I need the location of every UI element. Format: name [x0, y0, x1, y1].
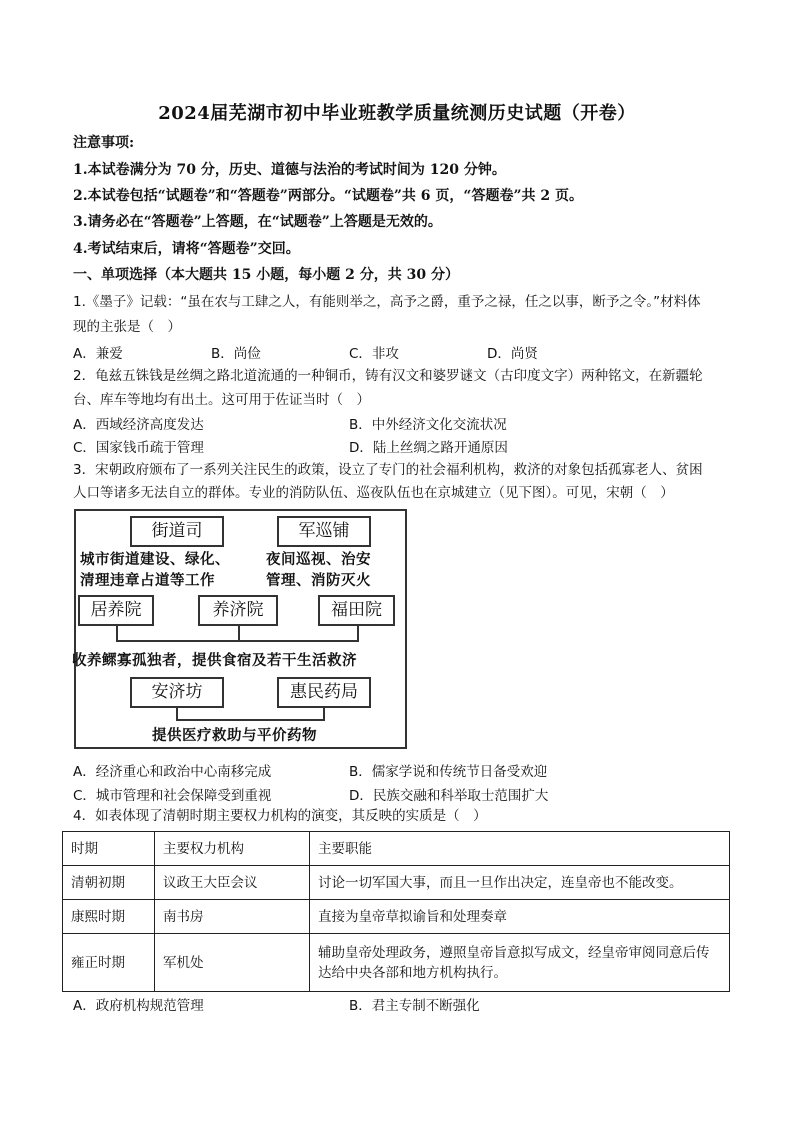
box-anjifang: 安济坊 — [130, 677, 224, 708]
table-header: 主要职能 — [310, 832, 730, 866]
connector-line — [357, 626, 359, 641]
q2-option-d: D．陆上丝绸之路开通原因 — [349, 440, 508, 456]
box-yangjiyuan: 养济院 — [198, 595, 278, 626]
table-header-row — [63, 832, 730, 866]
table-row — [63, 900, 730, 934]
q1-option-a: A．兼爱 — [73, 346, 123, 362]
box-huiminyaoju: 惠民药局 — [277, 677, 371, 708]
notice-item: 1.本试卷满分为 70 分，历史、道德与法治的考试时间为 120 分钟。 — [73, 162, 506, 178]
table-cell: 议政王大臣会议 — [155, 866, 310, 900]
connector-line — [238, 626, 240, 641]
figure-text: 收养鳏寡孤独者，提供食宿及若干生活救济 — [72, 652, 357, 669]
table-cell: 军机处 — [155, 934, 310, 992]
table-cell: 南书房 — [155, 900, 310, 934]
q3-option-d: D．民族交融和科举取士范围扩大 — [349, 788, 549, 804]
section-heading: 一、单项选择（本大题共 15 小题，每小题 2 分，共 30 分） — [73, 267, 459, 283]
table-header: 时期 — [63, 832, 155, 866]
q3-option-a: A．经济重心和政治中心南移完成 — [73, 764, 272, 780]
q1-option-b: B．尚俭 — [211, 346, 261, 362]
table-cell: 清朝初期 — [63, 866, 155, 900]
table-cell: 直接为皇帝草拟谕旨和处理奏章 — [310, 900, 730, 934]
table-header: 主要权力机构 — [155, 832, 310, 866]
notice-item: 4.考试结束后，请将“答题卷”交回。 — [73, 241, 300, 257]
notice-heading: 注意事项: — [73, 135, 135, 151]
song-welfare-figure — [74, 509, 407, 749]
question-1-text: 1.《墨子》记载：“虽在农与工肆之人，有能则举之，高予之爵，重予之禄，任之以事，断予之令。”材料体 — [73, 294, 701, 310]
page-title: 2024届芜湖市初中毕业班教学质量统测历史试题（开卷） — [158, 103, 636, 124]
figure-text: 清理违章占道等工作 — [80, 572, 215, 589]
q3-option-b: B．儒家学说和传统节日备受欢迎 — [349, 764, 548, 780]
question-4-text: 4．如表体现了清朝时期主要权力机构的演变，其反映的实质是（ ） — [73, 808, 487, 824]
box-jiedaosi: 街道司 — [130, 516, 224, 547]
box-juyangyuan: 居养院 — [78, 595, 154, 626]
q1-option-c: C．非攻 — [349, 346, 399, 362]
connector-line — [116, 626, 118, 641]
q4-option-b: B．君主专制不断强化 — [349, 998, 480, 1014]
figure-text: 城市街道建设、绿化、 — [80, 551, 230, 568]
table-row — [63, 866, 730, 900]
table-cell: 讨论一切军国大事，而且一旦作出决定，连皇帝也不能改变。 — [310, 866, 730, 900]
question-2-text: 2．龟兹五铢钱是丝绸之路北道流通的一种铜币，铸有汉文和婆罗谜文（古印度文字）两种铭文，在新疆轮 — [73, 368, 703, 384]
qing-power-table — [62, 831, 730, 992]
connector-line — [176, 719, 325, 721]
q2-option-c: C．国家钱币疏于管理 — [73, 440, 204, 456]
q1-option-d: D．尚贤 — [487, 346, 538, 362]
table-cell: 康熙时期 — [63, 900, 155, 934]
box-futianyuan: 福田院 — [318, 595, 395, 626]
question-1-text: 现的主张是（ ） — [73, 319, 181, 335]
table-cell: 辅助皇帝处理政务，遵照皇帝旨意拟写成文，经皇帝审阅同意后传达给中央各部和地方机构执行。 — [310, 934, 730, 992]
notice-item: 2.本试卷包括“试题卷”和“答题卷”两部分。“试题卷”共 6 页，“答题卷”共 2 页。 — [73, 188, 584, 204]
figure-text: 提供医疗救助与平价药物 — [152, 727, 317, 744]
q2-option-a: A．西域经济高度发达 — [73, 417, 204, 433]
q2-option-b: B．中外经济文化交流状况 — [349, 417, 507, 433]
figure-text: 夜间巡视、治安 — [266, 551, 371, 568]
question-3-text: 3．宋朝政府颁布了一系列关注民生的政策，设立了专门的社会福利机构，救济的对象包括孤寡老人、贫困 — [73, 462, 703, 478]
table-row — [63, 934, 730, 992]
q3-option-c: C．城市管理和社会保障受到重视 — [73, 788, 272, 804]
table-cell: 雍正时期 — [63, 934, 155, 992]
question-2-text: 台、库车等地均有出土。这可用于佐证当时（ ） — [73, 392, 370, 408]
connector-line — [116, 640, 359, 642]
notice-item: 3.请务必在“答题卷”上答题，在“试题卷”上答题是无效的。 — [73, 214, 442, 230]
box-junxunpu: 军巡铺 — [277, 516, 371, 547]
figure-text: 管理、消防灭火 — [266, 572, 371, 589]
question-3-text: 人口等诸多无法自立的群体。专业的消防队伍、巡夜队伍也在京城建立（见下图）。可见，宋朝（ ） — [73, 485, 674, 501]
q4-option-a: A．政府机构规范管理 — [73, 998, 204, 1014]
